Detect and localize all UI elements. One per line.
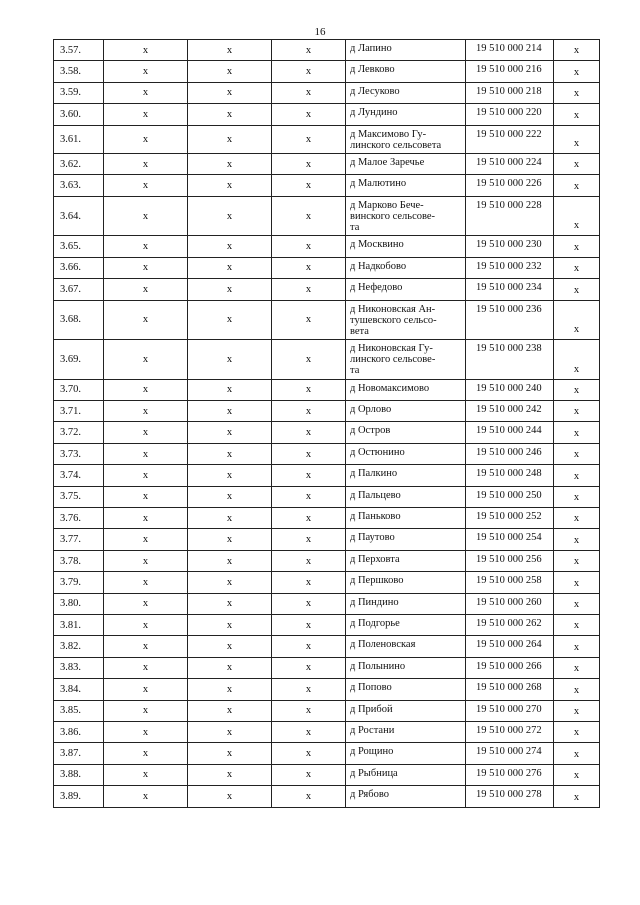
column-6-value: x bbox=[554, 443, 600, 464]
column-3-value: x bbox=[272, 721, 346, 742]
table-row bbox=[54, 764, 600, 785]
column-1-value: x bbox=[104, 61, 188, 82]
row-number: 3.85. bbox=[54, 700, 104, 721]
row-number: 3.88. bbox=[54, 764, 104, 785]
column-1-value: x bbox=[104, 257, 188, 278]
row-number: 3.59. bbox=[54, 82, 104, 103]
settlement-name: д Рябово bbox=[346, 786, 466, 807]
oktmo-code: 19 510 000 228 bbox=[466, 196, 554, 236]
table-row bbox=[54, 279, 600, 300]
column-1-value: x bbox=[104, 614, 188, 635]
oktmo-code: 19 510 000 274 bbox=[466, 743, 554, 764]
row-number: 3.62. bbox=[54, 153, 104, 174]
row-number: 3.65. bbox=[54, 236, 104, 257]
table-row bbox=[54, 786, 600, 807]
column-2-value: x bbox=[188, 196, 272, 236]
settlement-name: д Полынино bbox=[346, 657, 466, 678]
table-row bbox=[54, 379, 600, 400]
column-2-value: x bbox=[188, 125, 272, 153]
column-1-value: x bbox=[104, 300, 188, 340]
oktmo-code: 19 510 000 240 bbox=[466, 379, 554, 400]
column-1-value: x bbox=[104, 593, 188, 614]
column-6-value: x bbox=[554, 104, 600, 125]
column-2-value: x bbox=[188, 279, 272, 300]
settlement-name: д Поленовская bbox=[346, 636, 466, 657]
oktmo-code: 19 510 000 230 bbox=[466, 236, 554, 257]
table-row bbox=[54, 529, 600, 550]
table-row bbox=[54, 61, 600, 82]
column-6-value: x bbox=[554, 379, 600, 400]
row-number: 3.69. bbox=[54, 340, 104, 380]
table-row bbox=[54, 572, 600, 593]
column-3-value: x bbox=[272, 764, 346, 785]
table-row bbox=[54, 82, 600, 103]
oktmo-code: 19 510 000 262 bbox=[466, 614, 554, 635]
oktmo-code: 19 510 000 232 bbox=[466, 257, 554, 278]
column-3-value: x bbox=[272, 379, 346, 400]
row-number: 3.64. bbox=[54, 196, 104, 236]
column-6-value: x bbox=[554, 153, 600, 174]
column-1-value: x bbox=[104, 700, 188, 721]
settlement-name: д Левково bbox=[346, 61, 466, 82]
oktmo-code: 19 510 000 254 bbox=[466, 529, 554, 550]
column-3-value: x bbox=[272, 236, 346, 257]
column-1-value: x bbox=[104, 786, 188, 807]
table-row bbox=[54, 422, 600, 443]
table-row bbox=[54, 257, 600, 278]
settlement-name: д Рощино bbox=[346, 743, 466, 764]
column-3-value: x bbox=[272, 340, 346, 380]
column-2-value: x bbox=[188, 508, 272, 529]
column-3-value: x bbox=[272, 700, 346, 721]
column-6-value: x bbox=[554, 340, 600, 380]
settlement-name: д Лапино bbox=[346, 40, 466, 61]
column-3-value: x bbox=[272, 422, 346, 443]
column-6-value: x bbox=[554, 125, 600, 153]
row-number: 3.81. bbox=[54, 614, 104, 635]
oktmo-code: 19 510 000 246 bbox=[466, 443, 554, 464]
column-2-value: x bbox=[188, 175, 272, 196]
column-6-value: x bbox=[554, 236, 600, 257]
column-6-value: x bbox=[554, 422, 600, 443]
oktmo-code: 19 510 000 242 bbox=[466, 401, 554, 422]
column-3-value: x bbox=[272, 743, 346, 764]
oktmo-code: 19 510 000 264 bbox=[466, 636, 554, 657]
column-3-value: x bbox=[272, 257, 346, 278]
column-2-value: x bbox=[188, 721, 272, 742]
column-6-value: x bbox=[554, 593, 600, 614]
column-1-value: x bbox=[104, 550, 188, 571]
oktmo-code: 19 510 000 256 bbox=[466, 550, 554, 571]
oktmo-code: 19 510 000 248 bbox=[466, 465, 554, 486]
column-1-value: x bbox=[104, 175, 188, 196]
column-3-value: x bbox=[272, 61, 346, 82]
table-row bbox=[54, 614, 600, 635]
column-2-value: x bbox=[188, 82, 272, 103]
settlement-name: д Пальцево bbox=[346, 486, 466, 507]
column-2-value: x bbox=[188, 679, 272, 700]
column-2-value: x bbox=[188, 379, 272, 400]
row-number: 3.68. bbox=[54, 300, 104, 340]
column-2-value: x bbox=[188, 614, 272, 635]
column-2-value: x bbox=[188, 340, 272, 380]
column-6-value: x bbox=[554, 636, 600, 657]
column-3-value: x bbox=[272, 657, 346, 678]
row-number: 3.89. bbox=[54, 786, 104, 807]
settlement-name: д Пиндино bbox=[346, 593, 466, 614]
row-number: 3.63. bbox=[54, 175, 104, 196]
oktmo-code: 19 510 000 244 bbox=[466, 422, 554, 443]
row-number: 3.78. bbox=[54, 550, 104, 571]
oktmo-code: 19 510 000 268 bbox=[466, 679, 554, 700]
oktmo-code: 19 510 000 216 bbox=[466, 61, 554, 82]
oktmo-code: 19 510 000 278 bbox=[466, 786, 554, 807]
column-3-value: x bbox=[272, 529, 346, 550]
column-3-value: x bbox=[272, 614, 346, 635]
column-3-value: x bbox=[272, 443, 346, 464]
column-2-value: x bbox=[188, 743, 272, 764]
column-3-value: x bbox=[272, 486, 346, 507]
column-3-value: x bbox=[272, 300, 346, 340]
oktmo-code: 19 510 000 214 bbox=[466, 40, 554, 61]
row-number: 3.76. bbox=[54, 508, 104, 529]
table-row bbox=[54, 401, 600, 422]
settlement-name: д Новомаксимово bbox=[346, 379, 466, 400]
row-number: 3.82. bbox=[54, 636, 104, 657]
column-3-value: x bbox=[272, 679, 346, 700]
row-number: 3.83. bbox=[54, 657, 104, 678]
column-1-value: x bbox=[104, 764, 188, 785]
column-2-value: x bbox=[188, 486, 272, 507]
settlement-name: д Паутово bbox=[346, 529, 466, 550]
column-1-value: x bbox=[104, 721, 188, 742]
row-number: 3.84. bbox=[54, 679, 104, 700]
settlement-name: д Попово bbox=[346, 679, 466, 700]
column-2-value: x bbox=[188, 40, 272, 61]
row-number: 3.74. bbox=[54, 465, 104, 486]
row-number: 3.72. bbox=[54, 422, 104, 443]
table-row bbox=[54, 743, 600, 764]
row-number: 3.86. bbox=[54, 721, 104, 742]
row-number: 3.73. bbox=[54, 443, 104, 464]
column-1-value: x bbox=[104, 401, 188, 422]
column-2-value: x bbox=[188, 550, 272, 571]
column-1-value: x bbox=[104, 508, 188, 529]
row-number: 3.67. bbox=[54, 279, 104, 300]
column-1-value: x bbox=[104, 125, 188, 153]
column-6-value: x bbox=[554, 786, 600, 807]
column-2-value: x bbox=[188, 700, 272, 721]
settlement-name: д Малютино bbox=[346, 175, 466, 196]
settlement-name: д Першково bbox=[346, 572, 466, 593]
column-1-value: x bbox=[104, 679, 188, 700]
table-row bbox=[54, 465, 600, 486]
column-6-value: x bbox=[554, 721, 600, 742]
oktmo-code: 19 510 000 222 bbox=[466, 125, 554, 153]
oktmo-code: 19 510 000 270 bbox=[466, 700, 554, 721]
column-1-value: x bbox=[104, 104, 188, 125]
column-1-value: x bbox=[104, 743, 188, 764]
column-6-value: x bbox=[554, 743, 600, 764]
settlement-name: д Орлово bbox=[346, 401, 466, 422]
column-6-value: x bbox=[554, 175, 600, 196]
table-row bbox=[54, 721, 600, 742]
column-3-value: x bbox=[272, 572, 346, 593]
settlement-name: д Москвино bbox=[346, 236, 466, 257]
column-3-value: x bbox=[272, 465, 346, 486]
settlement-name: д Подгорье bbox=[346, 614, 466, 635]
oktmo-code: 19 510 000 250 bbox=[466, 486, 554, 507]
table-row bbox=[54, 300, 600, 340]
column-6-value: x bbox=[554, 486, 600, 507]
column-1-value: x bbox=[104, 443, 188, 464]
row-number: 3.57. bbox=[54, 40, 104, 61]
column-1-value: x bbox=[104, 279, 188, 300]
column-1-value: x bbox=[104, 340, 188, 380]
column-2-value: x bbox=[188, 236, 272, 257]
table-row bbox=[54, 700, 600, 721]
table-row bbox=[54, 550, 600, 571]
column-1-value: x bbox=[104, 379, 188, 400]
table-row bbox=[54, 153, 600, 174]
column-1-value: x bbox=[104, 657, 188, 678]
column-3-value: x bbox=[272, 786, 346, 807]
settlement-name: д Паньково bbox=[346, 508, 466, 529]
table-row bbox=[54, 196, 600, 236]
column-3-value: x bbox=[272, 82, 346, 103]
column-2-value: x bbox=[188, 593, 272, 614]
oktmo-code: 19 510 000 234 bbox=[466, 279, 554, 300]
column-6-value: x bbox=[554, 401, 600, 422]
column-2-value: x bbox=[188, 257, 272, 278]
column-6-value: x bbox=[554, 465, 600, 486]
table-row bbox=[54, 679, 600, 700]
table-row bbox=[54, 175, 600, 196]
row-number: 3.87. bbox=[54, 743, 104, 764]
settlement-name: д Марково Бече- винского сельсове- та bbox=[346, 196, 466, 236]
oktmo-code: 19 510 000 224 bbox=[466, 153, 554, 174]
column-2-value: x bbox=[188, 786, 272, 807]
column-2-value: x bbox=[188, 572, 272, 593]
column-2-value: x bbox=[188, 657, 272, 678]
settlement-name: д Прибой bbox=[346, 700, 466, 721]
column-2-value: x bbox=[188, 529, 272, 550]
oktmo-code: 19 510 000 236 bbox=[466, 300, 554, 340]
oktmo-code: 19 510 000 218 bbox=[466, 82, 554, 103]
oktmo-code: 19 510 000 238 bbox=[466, 340, 554, 380]
oktmo-code: 19 510 000 258 bbox=[466, 572, 554, 593]
column-1-value: x bbox=[104, 572, 188, 593]
row-number: 3.60. bbox=[54, 104, 104, 125]
column-2-value: x bbox=[188, 401, 272, 422]
column-2-value: x bbox=[188, 636, 272, 657]
oktmo-code: 19 510 000 266 bbox=[466, 657, 554, 678]
table-row bbox=[54, 657, 600, 678]
column-6-value: x bbox=[554, 700, 600, 721]
column-2-value: x bbox=[188, 764, 272, 785]
oktmo-code: 19 510 000 252 bbox=[466, 508, 554, 529]
table-row bbox=[54, 40, 600, 61]
column-3-value: x bbox=[272, 153, 346, 174]
row-number: 3.70. bbox=[54, 379, 104, 400]
table-row bbox=[54, 104, 600, 125]
settlement-name: д Лундино bbox=[346, 104, 466, 125]
column-6-value: x bbox=[554, 82, 600, 103]
column-2-value: x bbox=[188, 465, 272, 486]
table-row bbox=[54, 125, 600, 153]
table-row bbox=[54, 340, 600, 380]
column-3-value: x bbox=[272, 125, 346, 153]
column-2-value: x bbox=[188, 443, 272, 464]
page-number: 16 bbox=[314, 26, 326, 38]
table-row bbox=[54, 636, 600, 657]
column-3-value: x bbox=[272, 175, 346, 196]
settlement-name: д Никоновская Гу- линского сельсове- та bbox=[346, 340, 466, 380]
settlement-name: д Малое Заречье bbox=[346, 153, 466, 174]
settlement-name: д Перховта bbox=[346, 550, 466, 571]
column-2-value: x bbox=[188, 61, 272, 82]
column-6-value: x bbox=[554, 572, 600, 593]
table-row bbox=[54, 236, 600, 257]
column-6-value: x bbox=[554, 657, 600, 678]
column-6-value: x bbox=[554, 279, 600, 300]
column-6-value: x bbox=[554, 196, 600, 236]
column-3-value: x bbox=[272, 40, 346, 61]
column-6-value: x bbox=[554, 550, 600, 571]
oktmo-code: 19 510 000 220 bbox=[466, 104, 554, 125]
column-3-value: x bbox=[272, 636, 346, 657]
row-number: 3.75. bbox=[54, 486, 104, 507]
column-1-value: x bbox=[104, 40, 188, 61]
table-row bbox=[54, 486, 600, 507]
settlement-name: д Рыбница bbox=[346, 764, 466, 785]
oktmo-code: 19 510 000 260 bbox=[466, 593, 554, 614]
oktmo-code: 19 510 000 226 bbox=[466, 175, 554, 196]
table-row bbox=[54, 508, 600, 529]
column-6-value: x bbox=[554, 679, 600, 700]
column-2-value: x bbox=[188, 104, 272, 125]
column-6-value: x bbox=[554, 614, 600, 635]
settlement-name: д Палкино bbox=[346, 465, 466, 486]
row-number: 3.79. bbox=[54, 572, 104, 593]
settlement-name: д Нефедово bbox=[346, 279, 466, 300]
oktmo-code: 19 510 000 272 bbox=[466, 721, 554, 742]
settlement-name: д Остюнино bbox=[346, 443, 466, 464]
row-number: 3.66. bbox=[54, 257, 104, 278]
column-1-value: x bbox=[104, 236, 188, 257]
column-1-value: x bbox=[104, 82, 188, 103]
row-number: 3.80. bbox=[54, 593, 104, 614]
column-1-value: x bbox=[104, 422, 188, 443]
column-6-value: x bbox=[554, 764, 600, 785]
column-6-value: x bbox=[554, 61, 600, 82]
table-row bbox=[54, 593, 600, 614]
column-2-value: x bbox=[188, 153, 272, 174]
column-3-value: x bbox=[272, 104, 346, 125]
column-3-value: x bbox=[272, 508, 346, 529]
column-1-value: x bbox=[104, 153, 188, 174]
column-6-value: x bbox=[554, 300, 600, 340]
column-3-value: x bbox=[272, 279, 346, 300]
settlement-name: д Остров bbox=[346, 422, 466, 443]
row-number: 3.71. bbox=[54, 401, 104, 422]
settlement-name: д Никоновская Ан- тушевского сельсо- вета bbox=[346, 300, 466, 340]
column-1-value: x bbox=[104, 196, 188, 236]
row-number: 3.77. bbox=[54, 529, 104, 550]
column-6-value: x bbox=[554, 508, 600, 529]
settlement-name: д Ростани bbox=[346, 721, 466, 742]
column-1-value: x bbox=[104, 465, 188, 486]
column-3-value: x bbox=[272, 550, 346, 571]
column-3-value: x bbox=[272, 401, 346, 422]
column-3-value: x bbox=[272, 196, 346, 236]
row-number: 3.61. bbox=[54, 125, 104, 153]
settlement-name: д Лесуково bbox=[346, 82, 466, 103]
settlement-name: д Максимово Гу- линского сельсовета bbox=[346, 125, 466, 153]
row-number: 3.58. bbox=[54, 61, 104, 82]
column-2-value: x bbox=[188, 300, 272, 340]
oktmo-code: 19 510 000 276 bbox=[466, 764, 554, 785]
column-1-value: x bbox=[104, 636, 188, 657]
column-2-value: x bbox=[188, 422, 272, 443]
column-6-value: x bbox=[554, 257, 600, 278]
column-1-value: x bbox=[104, 529, 188, 550]
settlements-table bbox=[53, 39, 600, 808]
column-1-value: x bbox=[104, 486, 188, 507]
column-3-value: x bbox=[272, 593, 346, 614]
settlement-name: д Надкобово bbox=[346, 257, 466, 278]
table-row bbox=[54, 443, 600, 464]
column-6-value: x bbox=[554, 40, 600, 61]
column-6-value: x bbox=[554, 529, 600, 550]
